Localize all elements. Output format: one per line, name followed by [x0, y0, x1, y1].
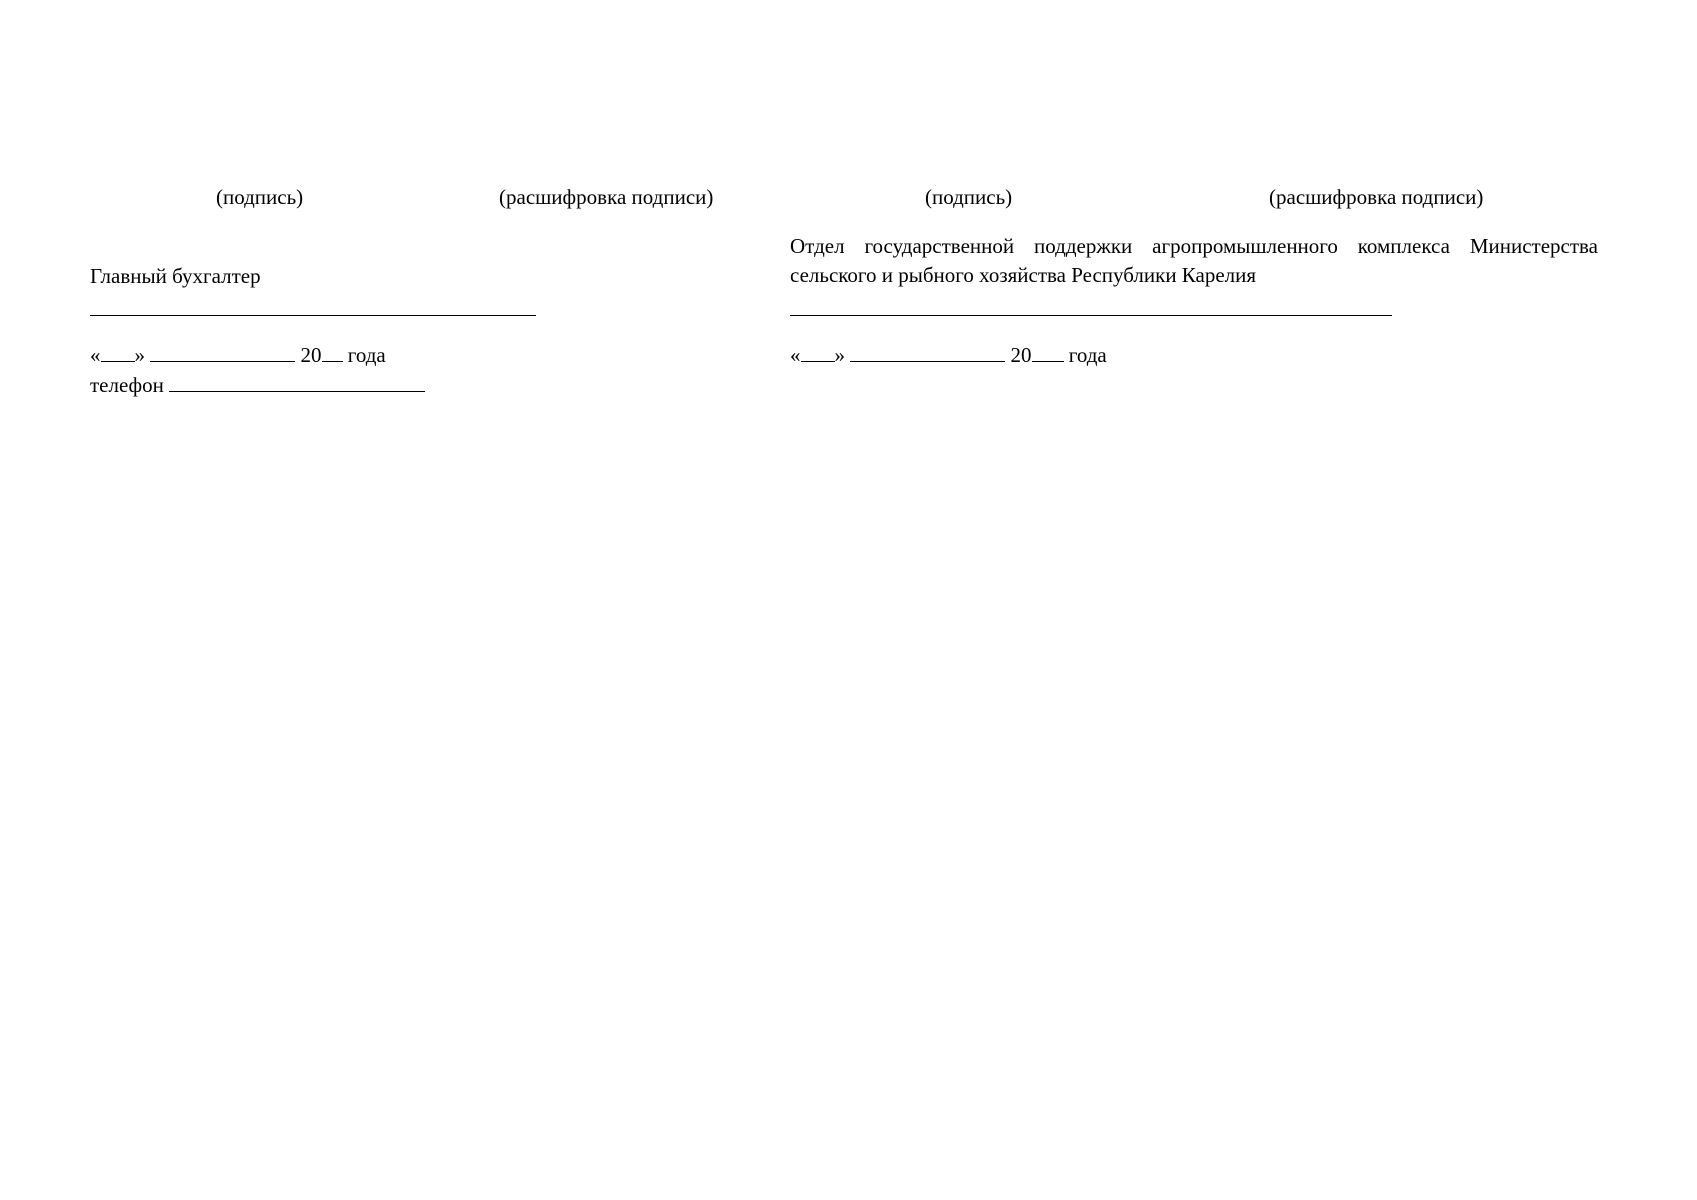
- right-date-open-quote: «: [790, 343, 801, 367]
- left-date-row: [90, 341, 386, 370]
- left-date-year-prefix: 20: [300, 343, 322, 367]
- right-date-month-blank[interactable]: [850, 341, 1005, 362]
- right-date-year-suffix: года: [1068, 343, 1107, 367]
- right-date-year-blank[interactable]: [1032, 341, 1064, 362]
- phone-label: телефон: [90, 373, 164, 397]
- phone-blank[interactable]: [169, 371, 425, 392]
- department-signature-line[interactable]: [790, 315, 1392, 316]
- right-date-close-quote: »: [834, 343, 845, 367]
- left-date-month-blank[interactable]: [150, 341, 295, 362]
- left-signature-decode-caption: (расшифровка подписи): [499, 185, 714, 209]
- chief-accountant-label: Главный бухгалтер: [90, 264, 261, 288]
- left-date-year-blank[interactable]: [322, 341, 343, 362]
- left-date-day-blank[interactable]: [101, 341, 135, 362]
- left-date-open-quote: «: [90, 343, 101, 367]
- right-date-year-prefix: 20: [1010, 343, 1032, 367]
- right-signature-decode-caption: (расшифровка подписи): [1269, 185, 1484, 209]
- right-signature-caption: (подпись): [925, 185, 1013, 209]
- left-date-year-suffix: года: [347, 343, 386, 367]
- phone-row: [90, 371, 425, 400]
- department-text: Отдел государственной поддержки агропромышленного комплекса Министерства сельского и рыбного хозяйства Республики Карелия: [790, 234, 1598, 287]
- left-date-close-quote: »: [134, 343, 145, 367]
- right-date-day-blank[interactable]: [801, 341, 835, 362]
- left-signature-caption: (подпись): [216, 185, 304, 209]
- chief-accountant-signature-line[interactable]: [90, 315, 536, 316]
- right-date-row: [790, 341, 1107, 370]
